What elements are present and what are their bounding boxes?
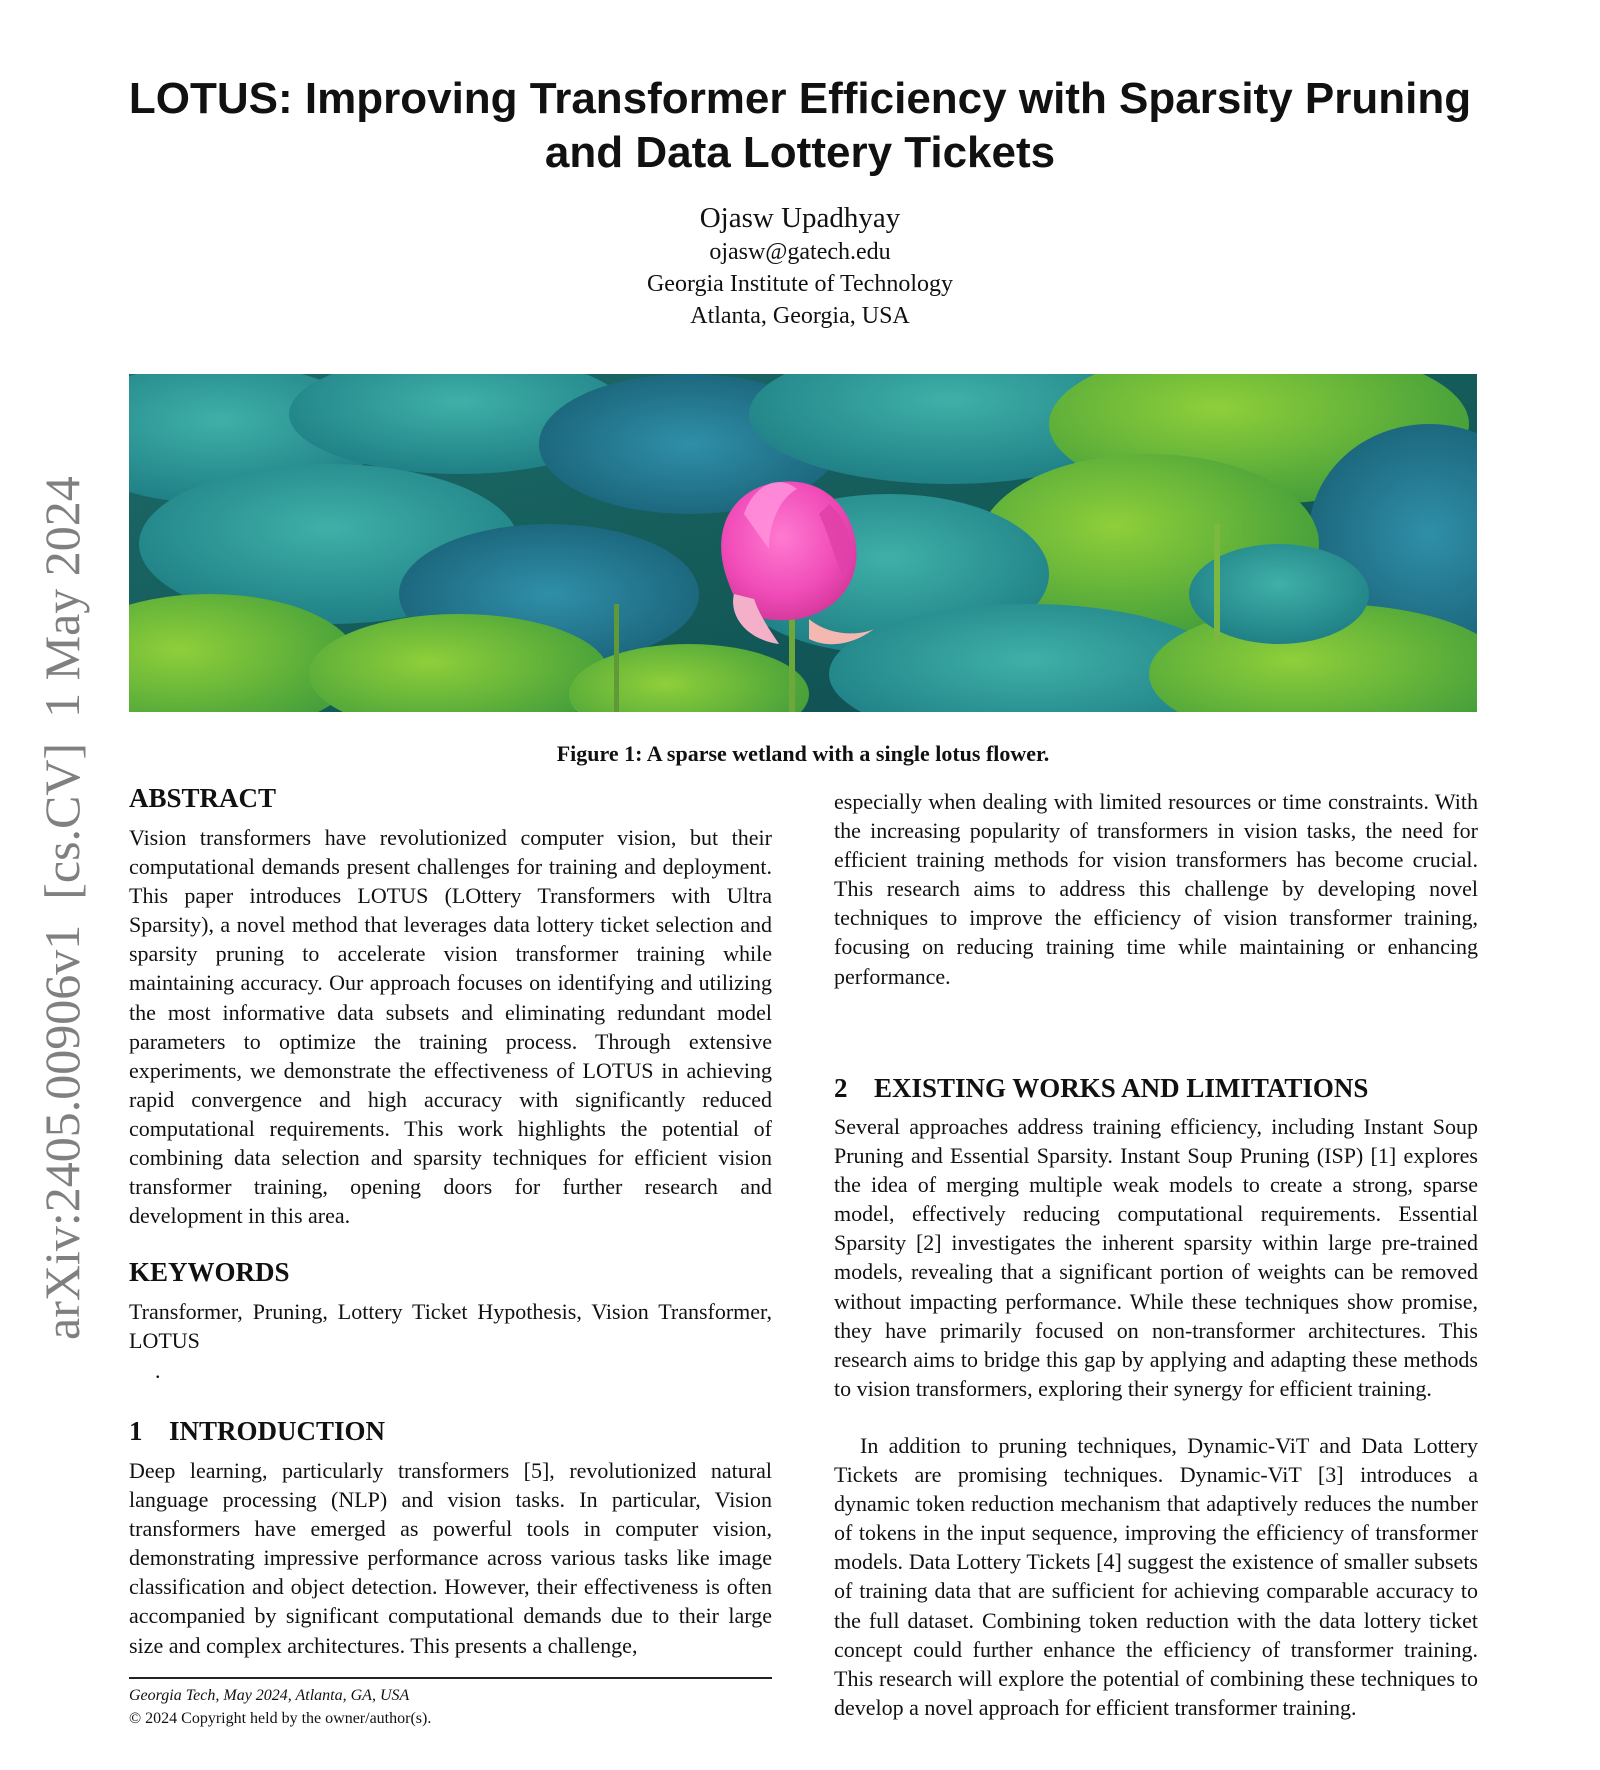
keywords-heading: KEYWORDS: [129, 1257, 290, 1287]
keywords-text: Transformer, Pruning, Lottery Ticket Hypothesis, Vision Transformer, LOTUS: [129, 1299, 772, 1354]
teaser-figure: [129, 374, 1477, 712]
existing-works-heading: [834, 1072, 1368, 1104]
author-block: [400, 200, 1200, 332]
existing-works-paragraph-1: Several approaches address training efficiency, including Instant Soup Pruning and Essential Sparsity. Instant Soup Pruning (ISP) [1] explores the idea of merging multiple weak models to create a strong, sparse model, effectively reducing computational requirements. Essential Sparsity [2] investigates the inherent sparsity within large pre-trained models, revealing that a significant portion of weights can be removed without impacting performance. While these techniques show promise, they have primarily focused on non-transformer architectures. This research aims to bridge this gap by applying and adapting these methods to vision transformers, exploring their synergy for efficient training.: [834, 1114, 1478, 1401]
stray-period: .: [155, 1358, 161, 1383]
abstract-heading: ABSTRACT: [129, 783, 277, 813]
lotus-wetland-image: [129, 374, 1477, 712]
existing-works-paragraph-2: In addition to pruning techniques, Dynamic-ViT and Data Lottery Tickets are promising techniques. Dynamic-ViT [3] introduces a dynamic token reduction mechanism that adaptively reduces the number of tokens in the input sequence, improving the efficiency of transformer models. Data Lottery Tickets [4] suggest the existence of smaller subsets of training data that are sufficient for achieving comparable accuracy to the full dataset. Combining token reduction with the data lottery ticket concept could further enhance the efficiency of transformer training. This research will explore the potential of combining these techniques to develop a novel approach for efficient transformer training.: [834, 1433, 1478, 1720]
section-title: EXISTING WORKS AND LIMITATIONS: [874, 1073, 1369, 1103]
figure-caption: Figure 1: A sparse wetland with a single lotus flower.: [556, 741, 1050, 766]
footnote-rule: [129, 1677, 772, 1679]
paper-title: LOTUS: Improving Transformer Efficiency with Sparsity Pruning and Data Lottery Tickets: [128, 74, 1472, 177]
abstract-text: Vision transformers have revolutionized computer vision, but their computational demands present challenges for training and deployment. This paper introduces LOTUS (LOttery Transformers with Ultra Sparsity), a novel method that leverages data lottery ticket selection and sparsity pruning to accelerate vision transformer training while maintaining accuracy. Our approach focuses on identifying and utilizing the most informative data subsets and eliminating redundant model parameters to optimize the training process. Through extensive experiments, we demonstrate the effectiveness of LOTUS in achieving rapid convergence and high accuracy with significantly reduced computational requirements. This work highlights the potential of combining data selection and sparsity techniques for efficient vision transformer training, opening doors for further research and development in this area.: [129, 825, 772, 1229]
arxiv-stamp-container: [32, 420, 92, 1340]
section-number: 1: [129, 1416, 143, 1446]
introduction-text-left: Deep learning, particularly transformers [5], revolutionized natural language processing (NLP) and vision tasks. In particular, Vision transformers have emerged as powerful tools in computer vision, demonstrating impressive performance across various tasks like image classification and object detection. However, their effectiveness is often accompanied by significant computational demands due to their large size and complex architectures. This presents a challenge,: [129, 1458, 772, 1658]
section-number: 2: [834, 1073, 848, 1103]
author-affiliation: Georgia Institute of Technology: [646, 271, 954, 297]
author-email: ojasw@gatech.edu: [709, 239, 891, 265]
arxiv-stamp: arXiv:2405.00906v1 [cs.CV] 1 May 2024: [34, 476, 90, 1340]
introduction-text-right: especially when dealing with limited resources or time constraints. With the increasing popularity of transformers in vision tasks, the need for efficient training methods for vision transformers has become crucial. This research aims to address this challenge by developing novel techniques to improve the efficiency of vision transformer training, focusing on reducing training time while maintaining or enhancing performance.: [834, 789, 1478, 989]
introduction-heading: [129, 1415, 385, 1447]
author-name: Ojasw Upadhyay: [699, 202, 901, 234]
footnote-venue: Georgia Tech, May 2024, Atlanta, GA, USA: [129, 1687, 410, 1704]
section-title: INTRODUCTION: [169, 1416, 386, 1446]
author-location: Atlanta, Georgia, USA: [690, 303, 910, 329]
footnote-copyright: © 2024 Copyright held by the owner/author(s).: [129, 1710, 432, 1727]
